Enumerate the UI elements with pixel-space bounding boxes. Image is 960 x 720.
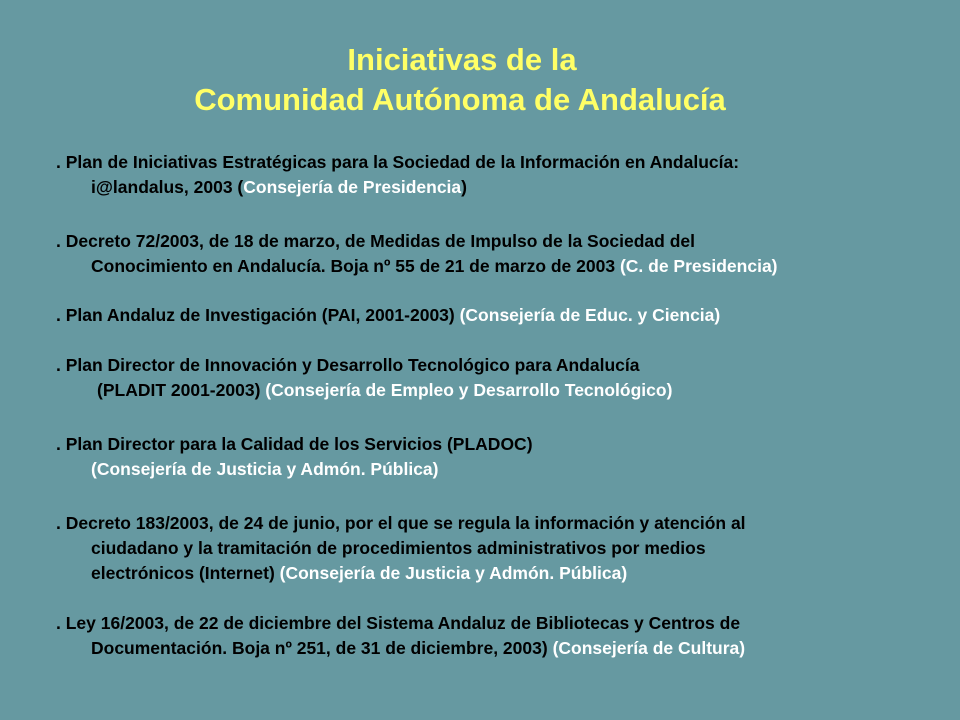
- list-item-pladoc: [56, 432, 946, 482]
- item-line: . Plan Director para la Calidad de los Servicios (PLADOC): [56, 434, 533, 454]
- list-item-ley-16: [56, 611, 946, 661]
- item-line: ciudadano y la tramitación de procedimientos administrativos por medios: [91, 538, 706, 558]
- item-text: electrónicos (Internet): [91, 563, 280, 583]
- title-line-1: Iniciativas de la: [347, 42, 577, 77]
- item-consejeria: (Consejería de Empleo y Desarrollo Tecnológico): [265, 380, 673, 400]
- item-line: [56, 175, 946, 200]
- item-line: . Plan de Iniciativas Estratégicas para la Sociedad de la Información en Andalucía:: [56, 152, 740, 172]
- item-text: . Plan Andaluz de Investigación (PAI, 2001-2003): [56, 305, 460, 325]
- title-line-2: Comunidad Autónoma de Andalucía: [194, 82, 726, 117]
- item-text: ): [461, 177, 467, 197]
- item-line: [56, 378, 946, 403]
- item-consejeria: (Consejería de Cultura): [552, 638, 746, 658]
- item-consejeria: (Consejería de Justicia y Admón. Pública): [91, 459, 439, 479]
- item-line: [56, 303, 946, 328]
- list-item-decreto-183: [56, 511, 946, 586]
- item-line: [56, 457, 946, 482]
- slide-title: [0, 40, 920, 120]
- item-text: Documentación. Boja nº 251, de 31 de diciembre, 2003): [91, 638, 553, 658]
- list-item-decreto-72: [56, 229, 946, 279]
- item-text: (PLADIT 2001-2003): [97, 380, 266, 400]
- item-line: [56, 254, 946, 279]
- item-line: . Plan Director de Innovación y Desarrollo Tecnológico para Andalucía: [56, 355, 640, 375]
- item-line: . Decreto 183/2003, de 24 de junio, por el que se regula la información y atención al: [56, 513, 746, 533]
- list-item-pladit: [56, 353, 946, 403]
- item-line: . Decreto 72/2003, de 18 de marzo, de Medidas de Impulso de la Sociedad del: [56, 231, 695, 251]
- item-text: Conocimiento en Andalucía. Boja nº 55 de 21 de marzo de 2003: [91, 256, 620, 276]
- list-item-iniciativas: [56, 150, 946, 200]
- item-consejeria: Consejería de Presidencia: [243, 177, 462, 197]
- item-text: i@landalus, 2003 (: [91, 177, 244, 197]
- item-line: [56, 636, 946, 661]
- item-line: . Ley 16/2003, de 22 de diciembre del Sistema Andaluz de Bibliotecas y Centros de: [56, 613, 741, 633]
- item-consejeria: (Consejería de Justicia y Admón. Pública): [279, 563, 628, 583]
- item-line: [56, 561, 946, 586]
- list-item-pai: [56, 303, 946, 328]
- item-consejeria: (C. de Presidencia): [619, 256, 778, 276]
- item-consejeria: (Consejería de Educ. y Ciencia): [459, 305, 721, 325]
